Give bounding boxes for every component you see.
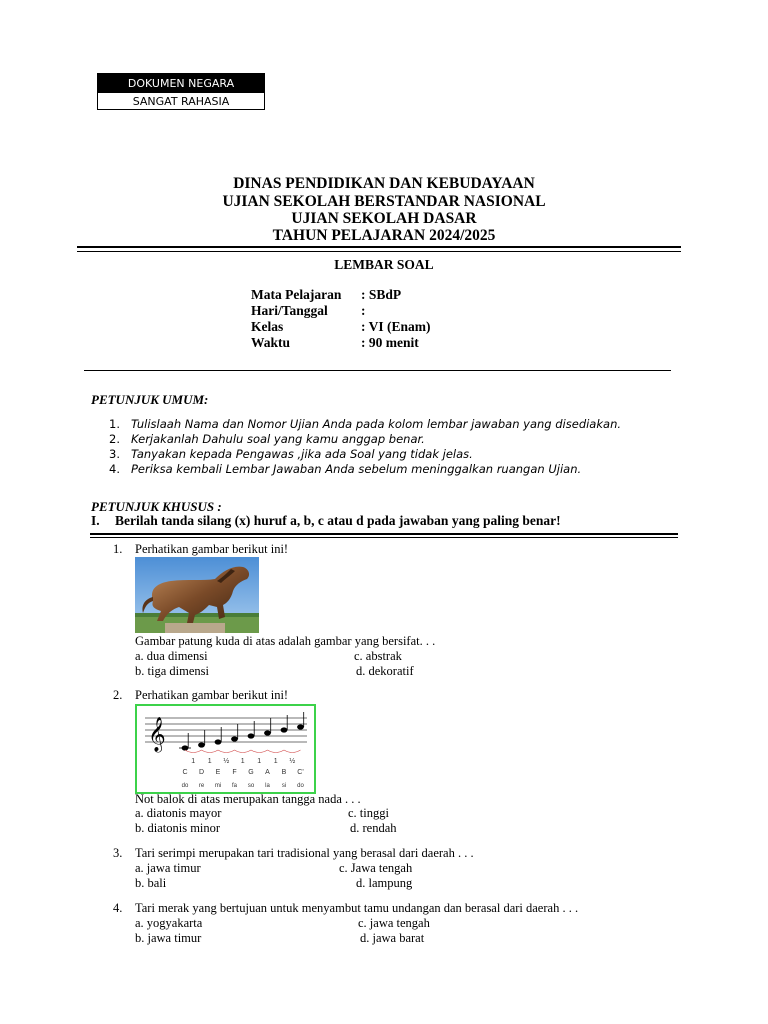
option-b[interactable]: b. tiga dimensi: [135, 664, 209, 678]
scale-note: [248, 733, 255, 738]
interval-label: 1: [191, 758, 196, 765]
interval-bracket: [284, 750, 301, 753]
question-followup: Gambar patung kuda di atas adalah gambar yang bersifat. . .: [135, 634, 436, 648]
scale-note: [297, 724, 304, 729]
note-letter: D: [198, 769, 205, 776]
note-solfege: so: [247, 783, 255, 789]
question-text: Perhatikan gambar berikut ini!: [135, 688, 289, 702]
option-b[interactable]: b. bali: [135, 876, 167, 890]
question-text: Tari serimpi merupakan tari tradisional yang berasal dari daerah . . .: [135, 846, 474, 860]
info-label: Mata Pelajaran: [251, 287, 342, 302]
question-number: 3.: [113, 846, 123, 860]
option-a[interactable]: a. dua dimensi: [135, 649, 208, 663]
section-number: I.: [91, 513, 100, 528]
note-solfege: re: [198, 783, 205, 789]
scale-note: [281, 727, 288, 732]
header-line-3: UJIAN SEKOLAH DASAR: [291, 210, 477, 227]
note-solfege: do: [297, 783, 304, 789]
info-value: : VI (Enam): [361, 319, 431, 334]
header-rule-thin: [77, 251, 681, 252]
option-b[interactable]: b. diatonis minor: [135, 821, 221, 835]
note-solfege: do: [181, 783, 189, 789]
classification-top: DOKUMEN NEGARA: [97, 73, 265, 92]
petunjuk-umum-title: PETUNJUK UMUM:: [91, 392, 209, 407]
section-instruction: Berilah tanda silang (x) huruf a, b, c atau d pada jawaban yang paling benar!: [115, 513, 561, 528]
instruction-number: 4.: [109, 462, 120, 476]
note-letter: C: [182, 769, 188, 776]
horse-statue-image: [135, 557, 259, 633]
option-d[interactable]: d. lampung: [356, 876, 413, 890]
info-value: : 90 menit: [361, 335, 419, 350]
question-text: Perhatikan gambar berikut ini!: [135, 542, 289, 556]
option-a[interactable]: a. diatonis mayor: [135, 806, 222, 820]
header-line-1: DINAS PENDIDIKAN DAN KEBUDAYAAN: [233, 175, 535, 192]
interval-label: 1: [273, 758, 278, 765]
option-b[interactable]: b. jawa timur: [135, 931, 202, 945]
note-letter: E: [215, 769, 221, 776]
instruction-text: Periksa kembali Lembar Jawaban Anda sebelum meninggalkan ruangan Ujian.: [131, 462, 582, 476]
instruction-text: Kerjakanlah Dahulu soal yang kamu anggap benar.: [131, 432, 425, 446]
note-letter: G: [248, 769, 254, 776]
info-label: Waktu: [251, 335, 291, 350]
classification-box: [97, 73, 265, 110]
petunjuk-khusus-title: PETUNJUK KHUSUS :: [91, 499, 222, 514]
question-followup: Not balok di atas merupakan tangga nada . . .: [135, 792, 361, 806]
instruction-text: Tulislaah Nama dan Nomor Ujian Anda pada kolom lembar jawaban yang disediakan.: [131, 417, 622, 431]
note-solfege: si: [281, 783, 287, 789]
info-label: Hari/Tanggal: [251, 303, 328, 318]
option-c[interactable]: c. jawa tengah: [358, 916, 430, 930]
section-rule-thick: [90, 533, 678, 535]
scale-note: [264, 730, 271, 735]
instruction-item: [109, 462, 581, 476]
question-text: Tari merak yang bertujuan untuk menyambut tamu undangan dan berasal dari daerah . . .: [135, 901, 579, 915]
question-number: 2.: [113, 688, 123, 702]
interval-label: 1: [257, 758, 262, 765]
music-scale-figure: [135, 704, 316, 794]
instruction-number: 1.: [109, 417, 120, 431]
option-c[interactable]: c. Jawa tengah: [339, 861, 413, 875]
header-line-2: UJIAN SEKOLAH BERSTANDAR NASIONAL: [222, 193, 546, 210]
note-letter: C': [297, 769, 304, 776]
info-value: :: [361, 303, 366, 318]
instruction-text: Tanyakan kepada Pengawas ,jika ada Soal yang tidak jelas.: [131, 447, 473, 461]
interval-label: 1: [207, 758, 212, 765]
note-solfege: la: [265, 783, 270, 789]
option-d[interactable]: d. jawa barat: [360, 931, 425, 945]
instruction-item: [109, 417, 621, 431]
note-letter: A: [265, 769, 270, 776]
scale-note: [198, 742, 205, 747]
interval-bracket: [218, 750, 235, 753]
option-a[interactable]: a. yogyakarta: [135, 916, 203, 930]
instruction-number: 3.: [109, 447, 120, 461]
instruction-item: [109, 432, 425, 446]
note-letter: B: [281, 769, 287, 776]
scale-note: [231, 736, 238, 741]
option-d[interactable]: d. dekoratif: [356, 664, 414, 678]
instruction-number: 2.: [109, 432, 120, 446]
interval-bracket: [235, 750, 252, 753]
interval-label: ½: [289, 758, 296, 765]
treble-clef-icon: 𝄞: [148, 717, 166, 752]
interval-label: ½: [223, 758, 230, 765]
interval-bracket: [251, 750, 268, 753]
interval-bracket: [185, 750, 202, 753]
interval-bracket: [268, 750, 285, 753]
option-c[interactable]: c. tinggi: [348, 806, 389, 820]
interval-label: 1: [240, 758, 245, 765]
instruction-item: [109, 447, 473, 461]
section-rule-thin: [90, 537, 678, 538]
note-solfege: fa: [231, 783, 238, 789]
interval-bracket: [202, 750, 219, 753]
option-c[interactable]: c. abstrak: [354, 649, 402, 663]
info-label: Kelas: [251, 319, 284, 334]
question-number: 4.: [113, 901, 123, 915]
info-rule: [84, 370, 671, 371]
page-subtitle: LEMBAR SOAL: [334, 257, 434, 272]
question-number: 1.: [113, 542, 123, 556]
info-value: : SBdP: [361, 287, 402, 302]
note-letter: F: [232, 769, 237, 776]
option-d[interactable]: d. rendah: [350, 821, 397, 835]
note-solfege: mi: [214, 783, 222, 789]
option-a[interactable]: a. jawa timur: [135, 861, 201, 875]
header-line-4: TAHUN PELAJARAN 2024/2025: [272, 227, 496, 244]
scale-note: [215, 739, 222, 744]
header-rule-thick: [77, 246, 681, 248]
classification-bottom: SANGAT RAHASIA: [97, 92, 265, 110]
